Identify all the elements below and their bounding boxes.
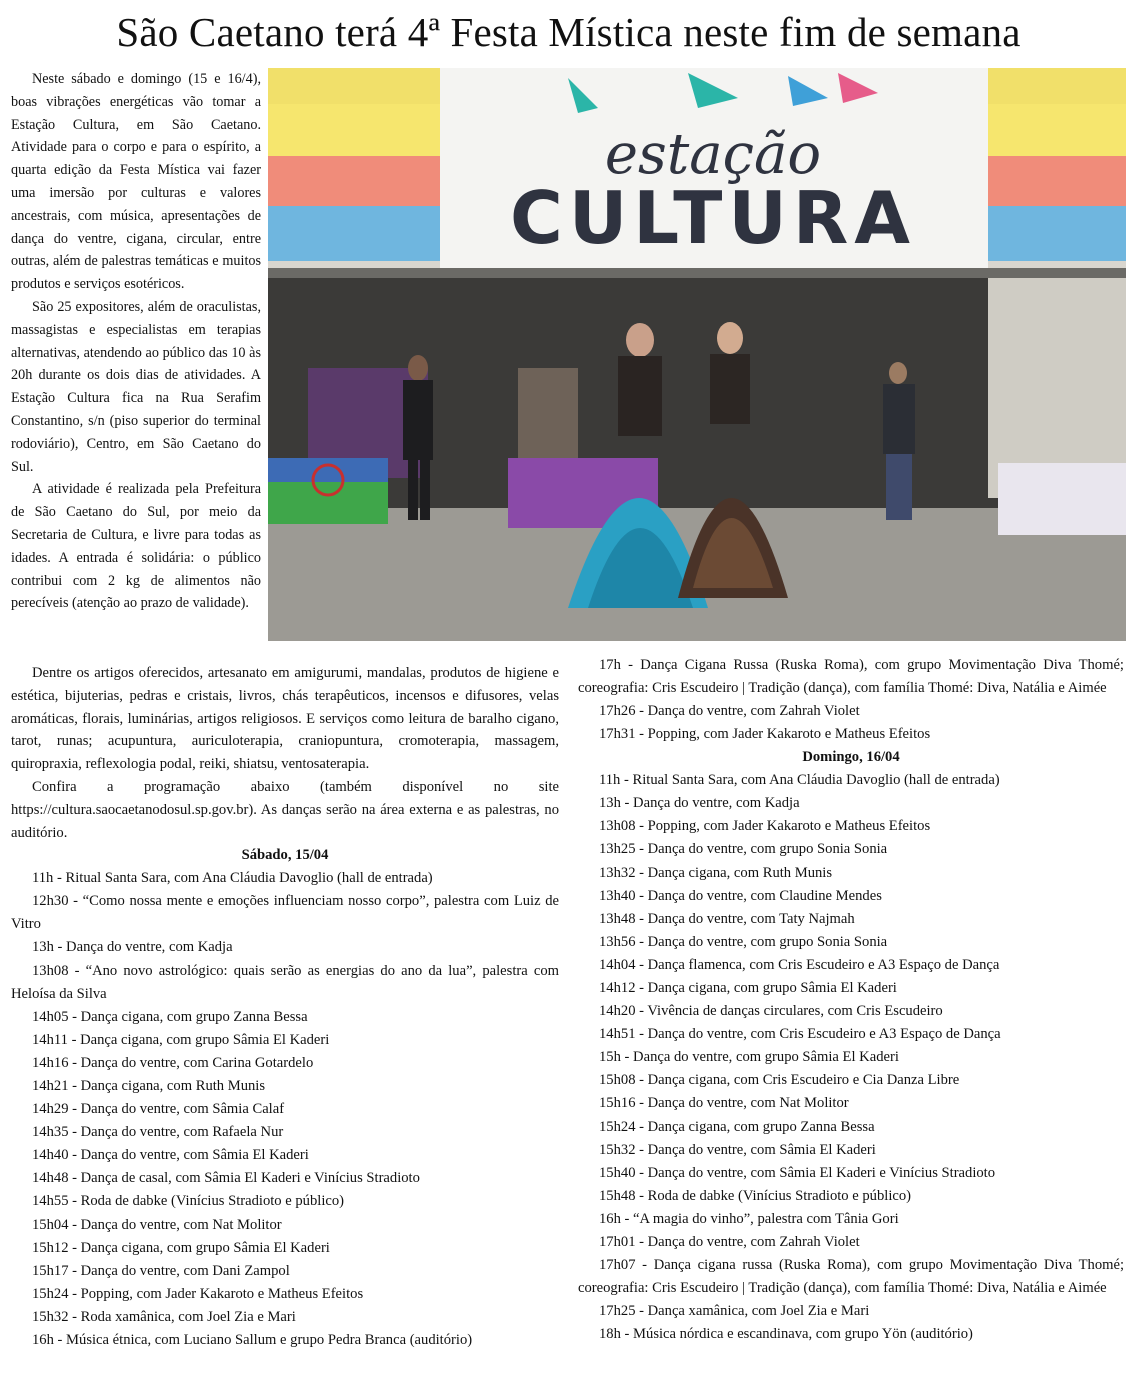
schedule-item: 15h24 - Popping, com Jader Kakaroto e Matheus Efeitos: [32, 1285, 364, 1302]
schedule-item: 13h32 - Dança cigana, com Ruth Munis: [599, 864, 833, 881]
sunday-schedule-list: [578, 769, 1124, 1346]
right-column: [578, 654, 1124, 1347]
schedule-item: 14h51 - Dança do ventre, com Cris Escudeiro e A3 Espaço de Dança: [599, 1026, 1001, 1043]
schedule-item: 17h25 - Dança xamânica, com Joel Zia e Mari: [599, 1303, 870, 1320]
schedule-item: 15h17 - Dança do ventre, com Dani Zampol: [32, 1262, 290, 1279]
schedule-item: 15h16 - Dança do ventre, com Nat Molitor: [599, 1095, 849, 1112]
left-lower-column: [11, 662, 559, 1352]
schedule-item: 17h07 - Dança cigana russa (Ruska Roma), com grupo Movimentação Diva Thomé; coreografia: Cris Escudeiro | Tradição (dança), com família Thomé: Diva, Natália e Aimée: [578, 1257, 1124, 1297]
schedule-item: 14h04 - Dança flamenca, com Cris Escudeiro e A3 Espaço de Dança: [599, 956, 1000, 973]
headline: São Caetano terá 4ª Festa Mística neste fim de semana: [116, 9, 1021, 55]
schedule-item: 13h25 - Dança do ventre, com grupo Sonia Sonia: [599, 841, 888, 858]
schedule-item: 15h32 - Roda xamânica, com Joel Zia e Mari: [32, 1308, 296, 1325]
schedule-item: 15h24 - Dança cigana, com grupo Zanna Bessa: [599, 1118, 875, 1135]
saturday-heading: Sábado, 15/04: [241, 847, 329, 864]
schedule-item: 15h12 - Dança cigana, com grupo Sâmia El Kaderi: [32, 1239, 330, 1256]
schedule-item: 14h21 - Dança cigana, com Ruth Munis: [32, 1078, 266, 1095]
intro-paragraph: Neste sábado e domingo (15 e 16/4), boas vibrações energéticas vão tomar a Estação Cultura, em São Caetano. Atividade para o corpo e para o espírito, a quarta edição da Festa Mística vai fazer uma imersão por culturas e valores ancestrais, com música, apresentações de dança do ventre, cigana, circular, entre outras, além de palestras temáticas e muitos produtos e serviços esotéricos.: [11, 71, 261, 293]
schedule-item: 14h16 - Dança do ventre, com Carina Gotardelo: [32, 1054, 314, 1071]
schedule-item: 14h11 - Dança cigana, com grupo Sâmia El Kaderi: [32, 1031, 330, 1048]
event-photo: [268, 68, 1126, 641]
schedule-item: 15h08 - Dança cigana, com Cris Escudeiro e Cia Danza Libre: [599, 1072, 960, 1089]
sign-block-text: CULTURA: [509, 176, 917, 260]
intro-paragraph: A atividade é realizada pela Prefeitura de São Caetano do Sul, por meio da Secretaria de Cultura, e livre para todas as idades. A entrada é solidária: o público contribui com 2 kg de alimentos não perecíveis (atenção ao prazo de validade).: [11, 481, 261, 612]
schedule-item: 15h - Dança do ventre, com grupo Sâmia El Kaderi: [599, 1049, 899, 1066]
schedule-item: 11h - Ritual Santa Sara, com Ana Cláudia Davoglio (hall de entrada): [599, 772, 1000, 789]
schedule-item: 16h - Música étnica, com Luciano Sallum e grupo Pedra Branca (auditório): [32, 1332, 473, 1349]
schedule-item: 14h29 - Dança do ventre, com Sâmia Calaf: [32, 1101, 285, 1118]
schedule-item: 14h40 - Dança do ventre, com Sâmia El Kaderi: [32, 1147, 309, 1164]
schedule-item: 14h48 - Dança de casal, com Sâmia El Kaderi e Vinícius Stradioto: [32, 1170, 420, 1187]
intro-column: [11, 68, 261, 615]
schedule-item: 14h55 - Roda de dabke (Vinícius Stradioto e público): [32, 1193, 345, 1210]
schedule-item: 16h - “A magia do vinho”, palestra com Tânia Gori: [599, 1210, 899, 1227]
saturday-schedule-list: [11, 867, 559, 1352]
schedule-item: 15h32 - Dança do ventre, com Sâmia El Kaderi: [599, 1141, 876, 1158]
schedule-item: 18h - Música nórdica e escandinava, com grupo Yön (auditório): [599, 1326, 973, 1343]
schedule-item: 13h08 - Popping, com Jader Kakaroto e Matheus Efeitos: [599, 818, 931, 835]
schedule-item: 15h48 - Roda de dabke (Vinícius Stradioto e público): [599, 1187, 912, 1204]
schedule-item: 17h01 - Dança do ventre, com Zahrah Violet: [599, 1234, 860, 1251]
saturday-schedule-continued: [578, 654, 1124, 746]
schedule-item: 13h56 - Dança do ventre, com grupo Sonia Sonia: [599, 933, 888, 950]
schedule-item: 17h - Dança Cigana Russa (Ruska Roma), com grupo Movimentação Diva Thomé; coreografia: Cris Escudeiro | Tradição (dança), com família Thomé: Diva, Natália e Aimée: [578, 657, 1124, 697]
schedule-item: 13h48 - Dança do ventre, com Taty Najmah: [599, 910, 855, 927]
schedule-item: 14h35 - Dança do ventre, com Rafaela Nur: [32, 1124, 284, 1141]
sunday-heading: Domingo, 16/04: [802, 749, 900, 766]
schedule-item: 11h - Ritual Santa Sara, com Ana Cláudia Davoglio (hall de entrada): [32, 870, 433, 887]
schedule-item: 13h40 - Dança do ventre, com Claudine Mendes: [599, 887, 882, 904]
schedule-item: 13h08 - “Ano novo astrológico: quais serão as energias do ano da lua”, palestra com Heloísa da Silva: [11, 962, 559, 1002]
body-paragraph: Dentre os artigos oferecidos, artesanato em amigurumi, mandalas, produtos de higiene e estética, bijuterias, pedras e cristais, livros, chás terapêuticos, incensos e difusores, velas aromáticas, florais, luminárias, artigos religiosos. E serviços como leitura de baralho cigano, tarot, runas; acupuntura, auriculoterapia, craniopuntura, cromoterapia, massagem, quiropraxia, reflexologia podal, reiki, shiatsu, ventosaterapia.: [11, 665, 559, 773]
sign-script-text: estação: [604, 122, 822, 187]
schedule-item: 14h12 - Dança cigana, com grupo Sâmia El Kaderi: [599, 980, 897, 997]
schedule-item: 13h - Dança do ventre, com Kadja: [599, 795, 800, 812]
schedule-item: 14h20 - Vivência de danças circulares, com Cris Escudeiro: [599, 1003, 943, 1020]
schedule-item: 15h04 - Dança do ventre, com Nat Molitor: [32, 1216, 282, 1233]
schedule-item: 15h40 - Dança do ventre, com Sâmia El Kaderi e Vinícius Stradioto: [599, 1164, 996, 1181]
schedule-item: 13h - Dança do ventre, com Kadja: [32, 939, 233, 956]
schedule-item: 12h30 - “Como nossa mente e emoções influenciam nosso corpo”, palestra com Luiz de Vitro: [11, 893, 559, 933]
schedule-item: 17h26 - Dança do ventre, com Zahrah Violet: [599, 703, 860, 720]
body-paragraph: Confira a programação abaixo (também disponível no site https://cultura.saocaetanodosul.sp.gov.br). As danças serão na área externa e as palestras, no auditório.: [11, 778, 559, 841]
intro-paragraph: São 25 expositores, além de oraculistas, massagistas e especialistas em terapias alternativas, atendendo ao público das 10 às 20h durante os dois dias de atividades. A Estação Cultura fica na Rua Serafim Constantino, s/n (piso superior do terminal rodoviário), Centro, em São Caetano do Sul.: [11, 298, 261, 475]
schedule-item: 14h05 - Dança cigana, com grupo Zanna Bessa: [32, 1008, 308, 1025]
schedule-item: 17h31 - Popping, com Jader Kakaroto e Matheus Efeitos: [599, 726, 931, 743]
